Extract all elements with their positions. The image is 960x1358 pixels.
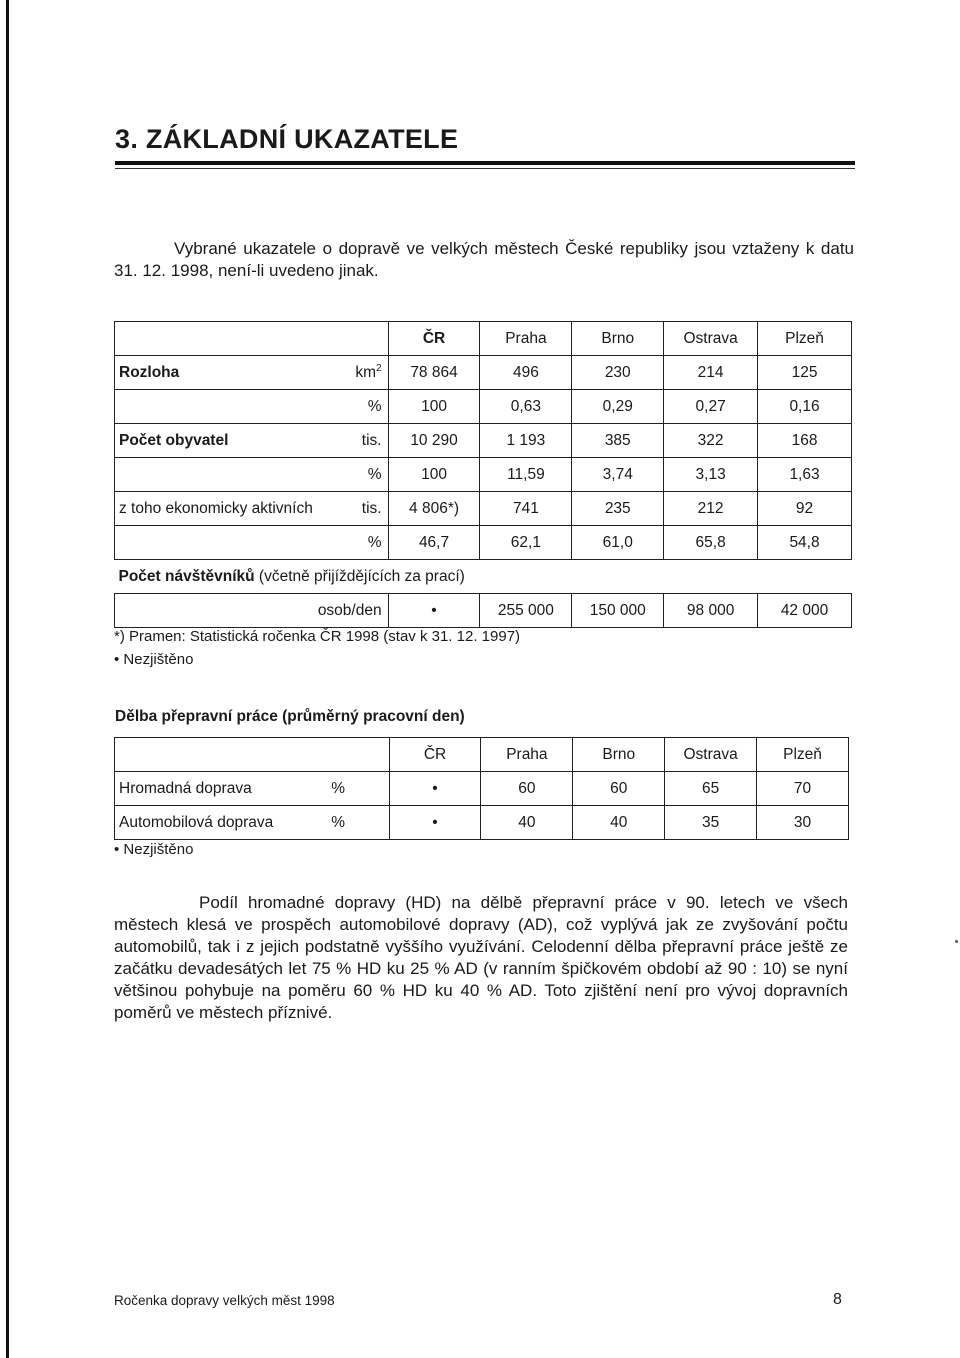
table-header-row [115,322,852,356]
row-label: Rozloha [115,356,337,390]
table-cell: 100 [388,390,480,424]
table-cell: 741 [480,492,572,526]
scan-artifact-dot [955,940,958,943]
column-header: Praha [481,738,573,772]
table-cell: 235 [572,492,664,526]
table-cell: 214 [664,356,758,390]
table-cell: 322 [664,424,758,458]
modal-split-table [114,737,849,840]
table-cell: 30 [757,806,849,840]
visitors-label-rest: (včetně přijíždějících za prací) [254,567,465,585]
not-determined-footnote: • Nezjištěno [114,841,194,858]
table-cell: 1,63 [758,458,852,492]
table-cell: 4 806*) [388,492,480,526]
table-cell: 60 [481,772,573,806]
table-row [115,356,852,390]
table-cell: • [388,594,480,628]
table-cell: 0,29 [572,390,664,424]
table-cell: 65,8 [664,526,758,560]
table-cell: • [389,806,481,840]
visitors-label-bold: Počet návštěvníků [118,567,255,585]
row-label: Automobilová doprava [115,806,328,840]
column-header: ČR [388,322,480,356]
row-label [115,458,337,492]
table-cell: 255 000 [480,594,572,628]
table-cell: 92 [758,492,852,526]
table-row [115,772,849,806]
table-cell: 35 [665,806,757,840]
table-cell: 11,59 [480,458,572,492]
footer-publication-title: Ročenka dopravy velkých měst 1998 [114,1293,335,1308]
row-label: Počet obyvatel [115,424,337,458]
table-cell: 385 [572,424,664,458]
table-cell: 168 [758,424,852,458]
table-cell: 1 193 [480,424,572,458]
table-cell: 42 000 [758,594,852,628]
table-row [115,492,852,526]
table-cell: 496 [480,356,572,390]
column-header: Ostrava [664,322,758,356]
row-unit: % [336,526,388,560]
column-header: Praha [480,322,572,356]
table-header-row [115,738,849,772]
title-rule-thin [115,168,855,169]
column-header: Plzeň [757,738,849,772]
row-unit: % [327,806,389,840]
page-title: 3. ZÁKLADNÍ UKAZATELE [115,124,459,154]
table-cell: 40 [481,806,573,840]
table-cell: 61,0 [572,526,664,560]
table-row [115,424,852,458]
row-label [115,526,337,560]
row-unit: $km^2$ [336,356,388,390]
column-header: Ostrava [665,738,757,772]
row-unit: tis. [336,424,388,458]
table-row [115,390,852,424]
intro-text: Vybrané ukazatele o dopravě ve velkých městech České republiky jsou vztaženy k datu 31. 12. 1998, není-li uvedeno jinak. [114,239,854,280]
scan-edge-line [6,0,9,1358]
table-cell: 62,1 [480,526,572,560]
table-cell: 3,74 [572,458,664,492]
table-cell: 98 000 [664,594,758,628]
table-cell: 0,63 [480,390,572,424]
row-label: z toho ekonomicky aktivních [115,492,337,526]
row-label [115,390,337,424]
row-unit: % [336,458,388,492]
table-row [115,526,852,560]
body-paragraph [114,892,848,1024]
table-cell: 10 290 [388,424,480,458]
table-cell: 70 [757,772,849,806]
table-cell: 60 [573,772,665,806]
page-number: 8 [833,1291,842,1308]
table-cell: 54,8 [758,526,852,560]
table-cell: 125 [758,356,852,390]
table-cell: 100 [388,458,480,492]
section-subheading: Dělba přepravní práce (průměrný pracovní den) [115,708,465,725]
column-header: Brno [573,738,665,772]
row-unit: tis. [336,492,388,526]
source-footnote: *) Pramen: Statistická ročenka ČR 1998 (stav k 31. 12. 1997) [114,628,521,645]
table-cell: 230 [572,356,664,390]
body-paragraph-text: Podíl hromadné dopravy (HD) na dělbě přepravní práce v 90. letech ve všech městech klesá ve prospěch automobilové dopravy (AD), což vyplývá jak ze zvyšování počtu automobilů, tak i z jejich podstatně vyššího využívání. Celodenní dělba přepravní práce ještě ze začátku devadesátých let 75 % HD ku 25 % AD (v ranním špičkovém období až 90 : 10) se nyní většinou pohybuje na poměru 60 % HD ku 40 % AD. Toto zjištění není pro vývoj dopravních poměrů ve městech příznivé. [114,893,848,1022]
table-cell: 65 [665,772,757,806]
table-cell: 46,7 [388,526,480,560]
not-determined-footnote: • Nezjištěno [114,651,194,668]
column-header: Brno [572,322,664,356]
title-rule-thick [115,161,855,165]
visitors-label [115,560,852,594]
row-label: Hromadná doprava [115,772,328,806]
basic-indicators-table [114,321,852,628]
table-cell: 40 [573,806,665,840]
table-cell: 3,13 [664,458,758,492]
table-cell: 212 [664,492,758,526]
table-row [115,806,849,840]
row-unit: osob/den [115,594,389,628]
table-row [115,458,852,492]
table-cell: 0,27 [664,390,758,424]
row-unit: % [336,390,388,424]
table-cell: 150 000 [572,594,664,628]
intro-paragraph [114,238,854,282]
row-unit: % [327,772,389,806]
column-header: ČR [389,738,481,772]
header-empty-cell [115,322,389,356]
header-empty-cell [115,738,390,772]
table-cell: • [389,772,481,806]
table-cell: 0,16 [758,390,852,424]
table-cell: 78 864 [388,356,480,390]
column-header: Plzeň [758,322,852,356]
table-row [115,594,852,628]
visitors-label-row [115,560,852,594]
